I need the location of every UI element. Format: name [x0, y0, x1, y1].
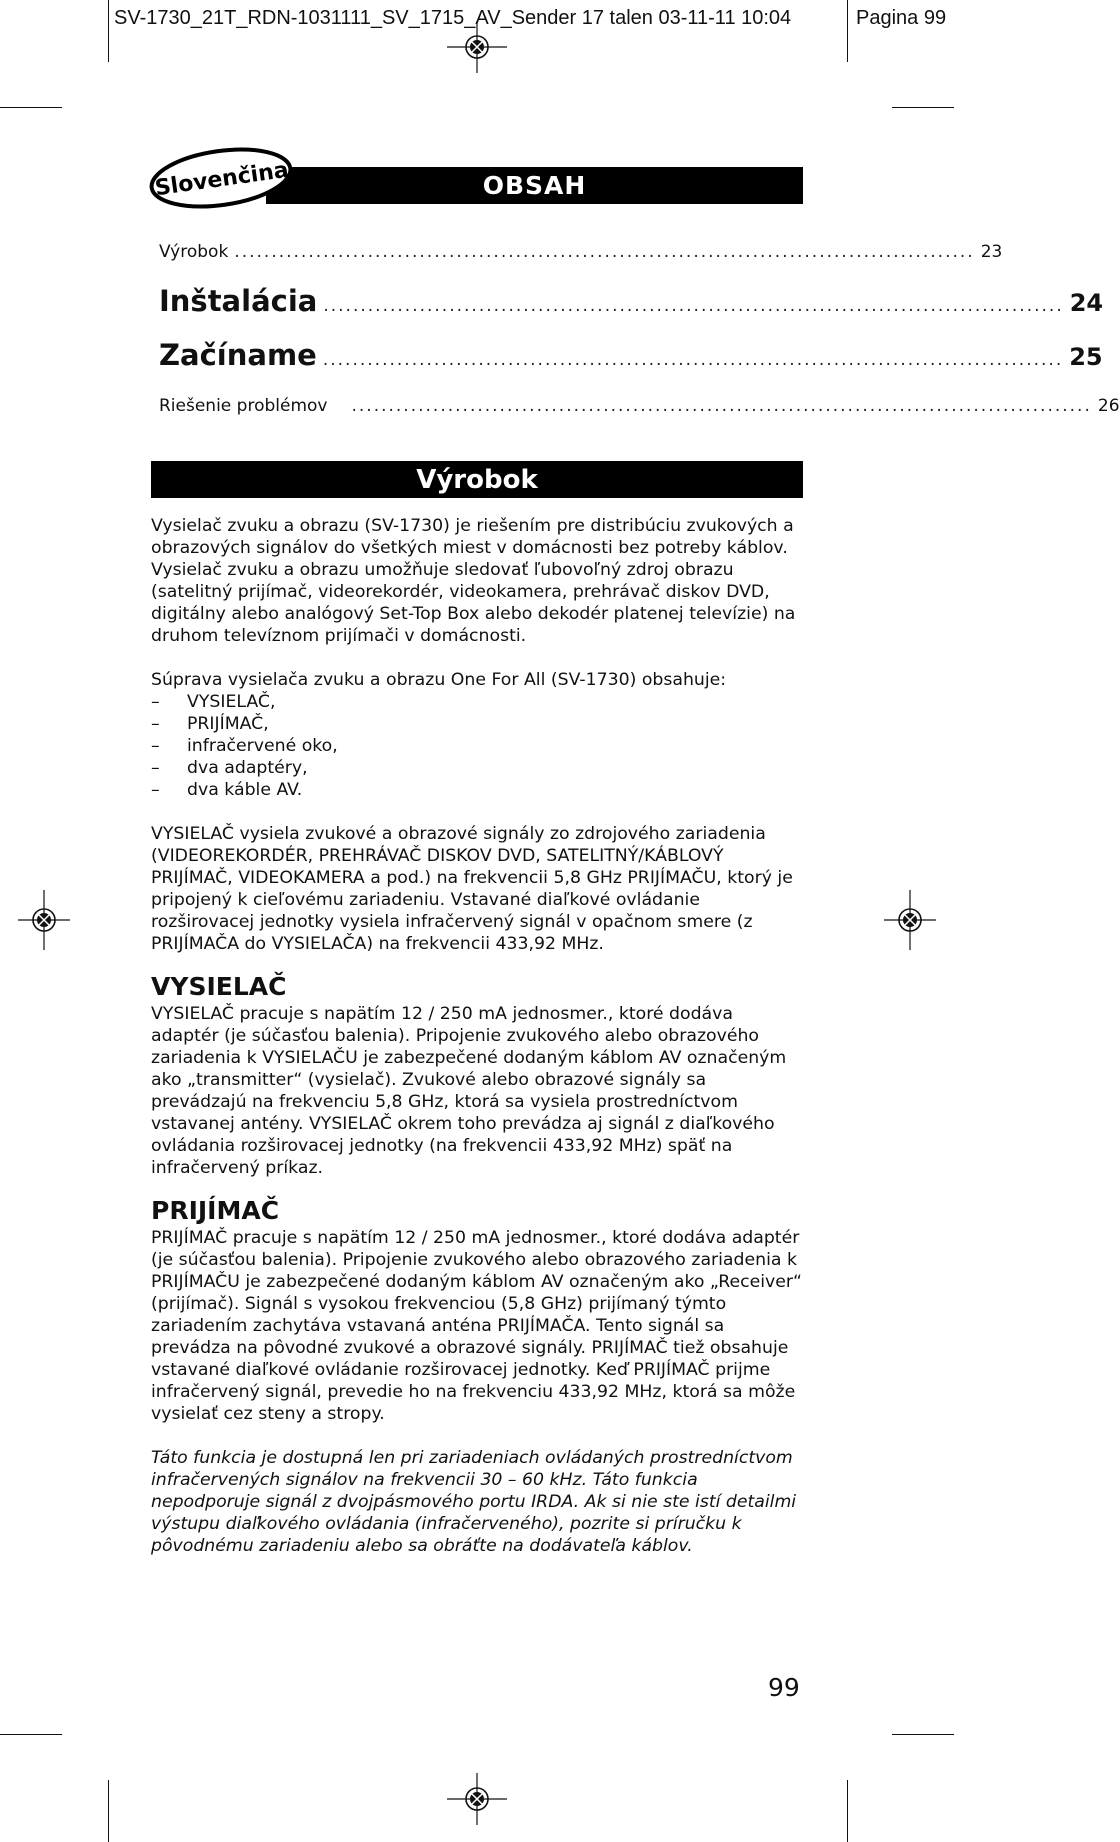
transmitter-paragraph: VYSIELAČ pracuje s napätím 12 / 250 mA jednosmer., ktoré dodáva adaptér (je súčasťou balenia). Pripojenie zvukového alebo obrazového zariadenia k VYSIELAČU je zabezpečené dodaným káblom AV označeným ako „transmitter“ (vysielač). Zvukové alebo obrazové signály sa prevádzajú na frekvenciu 5,8 GHz, ktorá sa vysiela prostredníctvom vstavanej antény. VYSIELAČ okrem toho prevádza aj signál z diaľkového ovládania rozširovacej jednotky (na frekvencii 433,92 MHz) späť na infračervený príkaz. [151, 1004, 787, 1178]
page-number: 99 [768, 1673, 800, 1702]
toc-leader: .................................................................................................... [351, 396, 1092, 416]
intro-paragraph: Vysielač zvuku a obrazu (SV-1730) je riešením pre distribúciu zvukových a obrazových signálov do všetkých miest v domácnosti bez potreby káblov. Vysielač zvuku a obrazu umožňuje sledovať ľubovoľný zdroj obrazu (satelitný prijímač, videorekordér, videokamera, prehrávač diskov DVD, digitálny alebo analógový Set-Top Box alebo dekodér platenej televízie) na druhom televíznom prijímači v domácnosti. [151, 516, 796, 646]
toc-entry[interactable] [159, 338, 1103, 372]
table-of-contents [159, 240, 1120, 424]
registration-mark-icon [880, 890, 940, 950]
overview-paragraph: VYSIELAČ vysiela zvukové a obrazové signály zo zdrojového zariadenia (VIDEOREKORDÉR, PREHRÁVAČ DISKOV DVD, SATELITNÝ/KÁBLOVÝ PRIJÍMAČ, VIDEOKAMERA a pod.) na frekvencii 5,8 GHz PRIJÍMAČU, ktorý je pripojený k cieľovému zariadeniu. Vstavané diaľkové ovládanie rozširovacej jednotky vysiela infračervený signál v opačnom smere (z PRIJÍMAČA do VYSIELAČA) na frekvencii 433,92 MHz. [151, 824, 793, 954]
toc-entry-label: Riešenie problémov [159, 396, 328, 416]
toc-leader: .................................................................................................... [234, 242, 975, 262]
toc-entry[interactable] [159, 284, 1104, 318]
contents-title-bar [266, 167, 803, 204]
package-contents-list [151, 691, 803, 801]
section-title-bar [151, 461, 803, 498]
crop-mark [0, 1734, 62, 1735]
toc-entry-label: Výrobok [159, 242, 229, 262]
toc-entry[interactable] [159, 242, 1003, 270]
section-title: Výrobok [416, 464, 538, 495]
crop-line [847, 0, 848, 62]
registration-mark-icon [447, 1769, 507, 1829]
crop-line [108, 0, 109, 62]
receiver-heading: PRIJÍMAČ [151, 1196, 280, 1225]
slug-text: SV-1730_21T_RDN-1031111_SV_1715_AV_Sender 17 talen 03-11-11 10:04 [114, 7, 792, 29]
crop-mark [847, 1780, 848, 1842]
language-badge [148, 143, 296, 213]
toc-entry-page: 23 [980, 242, 1003, 262]
toc-entry-label: Začíname [159, 338, 317, 372]
toc-entry[interactable] [159, 396, 1120, 424]
toc-leader: .................................................................................................... [322, 350, 1064, 370]
toc-leader: .................................................................................................... [323, 296, 1064, 316]
toc-entry-label: Inštalácia [159, 284, 318, 318]
list-item: – VYSIELAČ, [151, 692, 276, 712]
contents-title: OBSAH [482, 171, 587, 200]
body-text [151, 515, 803, 1557]
list-item: – PRIJÍMAČ, [151, 714, 269, 734]
language-badge-label: Slovenčina [153, 157, 291, 202]
registration-mark-icon [14, 890, 74, 950]
crop-mark [892, 1734, 954, 1735]
list-item: – dva adaptéry, [151, 758, 308, 778]
toc-entry-page: 25 [1069, 343, 1103, 371]
contents-intro: Súprava vysielača zvuku a obrazu One For All (SV-1730) obsahuje: [151, 670, 727, 690]
crop-mark [892, 107, 954, 108]
list-item: – dva káble AV. [151, 780, 303, 800]
registration-mark-icon [447, 17, 507, 77]
transmitter-heading: VYSIELAČ [151, 972, 287, 1001]
note-paragraph: Táto funkcia je dostupná len pri zariadeniach ovládaných prostredníctvom infračervených signálov na frekvencii 30 – 60 kHz. Táto funkcia nepodporuje signál z dvojpásmového portu IRDA. Ak si nie ste istí detailmi výstupu diaľkového ovládania (infračerveného), pozrite si príručku k pôvodnému zariadeniu alebo sa obráťte na dodávateľa káblov. [151, 1448, 797, 1556]
toc-entry-page: 26 [1097, 396, 1120, 416]
slug-page-label: Pagina 99 [856, 7, 947, 29]
crop-mark [0, 107, 62, 108]
list-item: – infračervené oko, [151, 736, 338, 756]
toc-entry-page: 24 [1069, 289, 1104, 317]
crop-mark [108, 1780, 109, 1842]
receiver-paragraph: PRIJÍMAČ pracuje s napätím 12 / 250 mA jednosmer., ktoré dodáva adaptér (je súčasťou balenia). Pripojenie zvukového alebo obrazového zariadenia k PRIJÍMAČU je zabezpečené dodaným káblom AV označeným ako „Receiver“ (prijímač). Signál s vysokou frekvenciou (5,8 GHz) prijímaný týmto zariadením zachytáva vstavaná anténa PRIJÍMAČA. Tento signál sa prevádza na pôvodné zvukové a obrazové signály. PRIJÍMAČ tiež obsahuje vstavané diaľkové ovládanie rozširovacej jednotky. Keď PRIJÍMAČ prijme infračervený signál, prevedie ho na frekvenciu 433,92 MHz, ktorá sa môže vysielať cez steny a stropy. [151, 1228, 802, 1424]
